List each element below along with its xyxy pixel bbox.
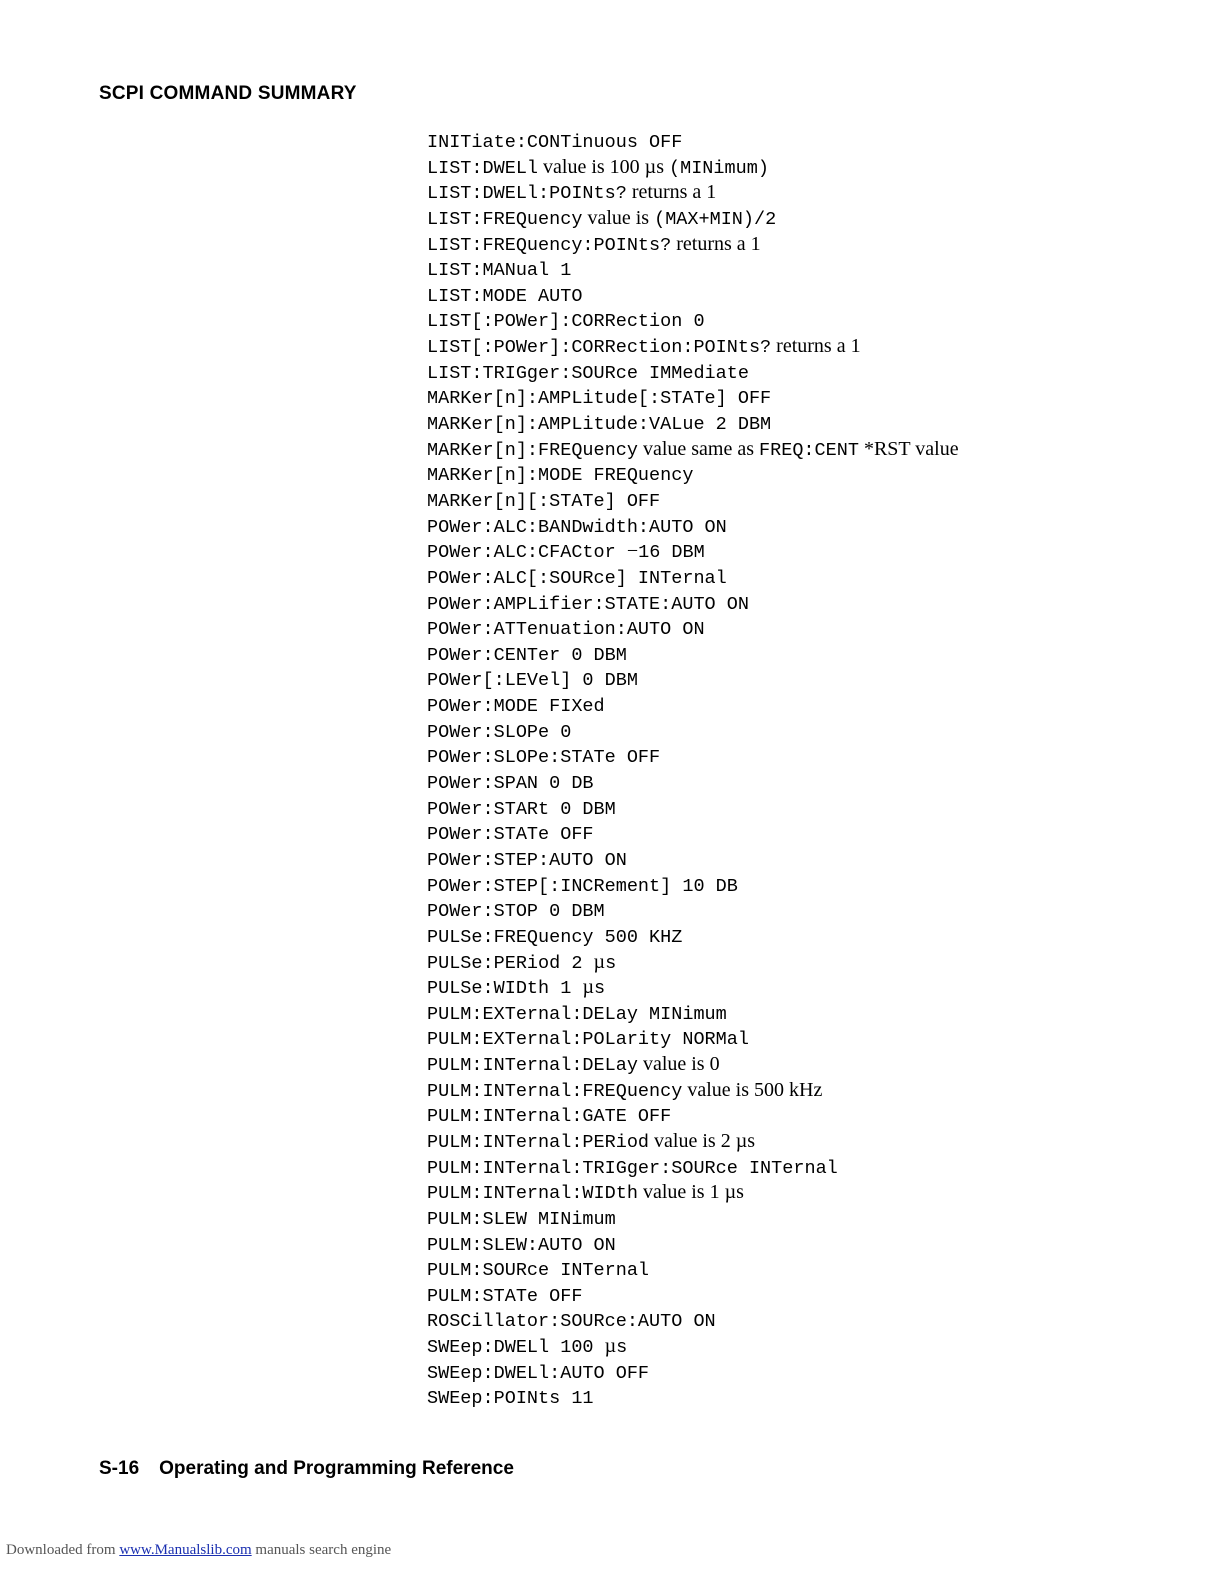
command-line <box>427 565 959 591</box>
command-line <box>427 180 959 206</box>
command-text: PULM:INTernal:WIDth <box>427 1183 638 1205</box>
command-text: POWer:MODE FIXed <box>427 696 605 718</box>
command-text: POWer:STEP[:INCRement] 10 DB <box>427 875 738 897</box>
command-text: LIST:FREQuency:POINts? <box>427 234 672 256</box>
command-text: POWer:ALC:BANDwidth:AUTO ON <box>427 516 727 538</box>
command-line <box>427 821 959 847</box>
command-note: value is 0 <box>637 1053 720 1076</box>
command-text: LIST:TRIGger:SOURce IMMediate <box>427 362 749 384</box>
command-text: MARKer[n]:MODE FREQuency <box>427 465 694 487</box>
command-line <box>427 1155 959 1181</box>
command-line <box>427 1232 959 1258</box>
command-line <box>427 642 959 668</box>
command-text: SWEep:DWELl:AUTO OFF <box>427 1362 650 1384</box>
command-text: POWer:AMPLifier:STATE:AUTO ON <box>427 593 749 615</box>
command-text: LIST:FREQuency <box>427 208 583 230</box>
command-line <box>427 873 959 899</box>
command-line <box>427 206 959 232</box>
command-text: PULM:INTernal:TRIGger:SOURce INTernal <box>427 1157 838 1179</box>
command-line <box>427 411 959 437</box>
command-note: value is <box>582 206 655 229</box>
command-text: s <box>593 978 606 1000</box>
command-line <box>427 232 959 258</box>
command-text: LIST:DWELl:POINts? <box>427 183 627 205</box>
command-text: PULM:EXTernal:DELay MINimum <box>427 1003 727 1025</box>
command-text: FREQ:CENT <box>759 439 859 461</box>
command-line <box>427 591 959 617</box>
command-note: µ <box>582 976 594 999</box>
command-line <box>427 796 959 822</box>
command-text: PULM:STATe OFF <box>427 1285 583 1307</box>
command-text: PULM:SLEW:AUTO ON <box>427 1234 616 1256</box>
command-text: (MAX+MIN)/2 <box>654 208 777 230</box>
command-line <box>427 360 959 386</box>
command-line <box>427 1385 959 1411</box>
command-line <box>427 539 959 565</box>
command-text: LIST:MODE AUTO <box>427 285 583 307</box>
command-note: *RST value <box>858 437 959 460</box>
command-text: PULSe:FREQuency 500 KHZ <box>427 926 683 948</box>
command-text: POWer:STOP 0 DBM <box>427 901 605 923</box>
command-note: value is 1 µs <box>637 1181 744 1204</box>
command-note: returns a 1 <box>771 335 861 358</box>
command-line <box>427 770 959 796</box>
command-text: LIST:DWELl <box>427 157 539 179</box>
download-suffix: manuals search engine <box>251 1542 392 1558</box>
command-text: PULM:INTernal:PERiod <box>427 1131 650 1153</box>
command-line <box>427 1360 959 1386</box>
command-line <box>427 1180 959 1206</box>
command-note: value is 100 µs <box>538 155 669 178</box>
command-line <box>427 283 959 309</box>
section-title: Operating and Programming Reference <box>159 1458 514 1479</box>
command-line <box>427 975 959 1001</box>
command-note: value is 2 µs <box>649 1129 756 1152</box>
download-note <box>6 1542 391 1559</box>
command-line <box>427 898 959 924</box>
command-text: 16 DBM <box>638 542 705 564</box>
command-line <box>427 488 959 514</box>
command-text: PULM:SOURce INTernal <box>427 1260 650 1282</box>
command-text: POWer:ATTenuation:AUTO ON <box>427 619 705 641</box>
page-footer <box>99 1458 514 1480</box>
command-line <box>427 155 959 181</box>
command-text: SWEep:DWELl 100 <box>427 1337 605 1359</box>
command-line <box>427 924 959 950</box>
command-text: LIST[:POWer]:CORRection 0 <box>427 311 705 333</box>
command-note: µ <box>593 950 606 973</box>
command-line <box>427 1257 959 1283</box>
download-prefix: Downloaded from <box>6 1542 120 1558</box>
command-text: PULSe:WIDth 1 <box>427 978 583 1000</box>
command-text: PULM:INTernal:DELay <box>427 1055 638 1077</box>
command-text: POWer:SLOPe:STATe OFF <box>427 747 661 769</box>
command-text: POWer:SLOPe 0 <box>427 721 572 743</box>
command-line <box>427 514 959 540</box>
manualslib-link[interactable]: www.Manualslib.com <box>119 1542 252 1558</box>
command-line <box>427 1103 959 1129</box>
command-line <box>427 667 959 693</box>
command-line <box>427 257 959 283</box>
command-line <box>427 1026 959 1052</box>
command-text: POWer:STATe OFF <box>427 824 594 846</box>
command-text: PULM:INTernal:FREQuency <box>427 1080 683 1102</box>
command-text: POWer:SPAN 0 DB <box>427 773 594 795</box>
command-line <box>427 1283 959 1309</box>
command-text: PULM:SLEW MINimum <box>427 1208 616 1230</box>
command-line <box>427 719 959 745</box>
command-text: POWer:STARt 0 DBM <box>427 798 616 820</box>
command-line <box>427 744 959 770</box>
command-text: PULSe:PERiod 2 <box>427 952 594 974</box>
command-text: MARKer[n]:AMPLitude[:STATe] OFF <box>427 388 772 410</box>
command-list <box>427 129 959 1411</box>
command-note: returns a 1 <box>671 232 761 255</box>
command-text: LIST:MANual 1 <box>427 260 572 282</box>
command-line <box>427 616 959 642</box>
command-line <box>427 847 959 873</box>
command-line <box>427 1001 959 1027</box>
command-line <box>427 1308 959 1334</box>
command-text: ROSCillator:SOURce:AUTO ON <box>427 1311 716 1333</box>
command-text: POWer:ALC:CFACtor <box>427 542 627 564</box>
command-note: returns a 1 <box>626 181 717 204</box>
command-text: PULM:INTernal:GATE OFF <box>427 1106 672 1128</box>
command-text: MARKer[n]:FREQuency <box>427 439 638 461</box>
command-line <box>427 129 959 155</box>
command-text: POWer:STEP:AUTO ON <box>427 849 627 871</box>
command-line <box>427 1052 959 1078</box>
command-line <box>427 950 959 976</box>
command-line <box>427 308 959 334</box>
command-text: s <box>616 1337 628 1359</box>
command-text: (MINimum) <box>669 157 769 179</box>
page-number: S-16 <box>99 1458 140 1479</box>
command-line <box>427 1206 959 1232</box>
command-text: PULM:EXTernal:POLarity NORMal <box>427 1029 749 1051</box>
command-text: SWEep:POINts 11 <box>427 1388 594 1410</box>
command-note: µ <box>604 1335 617 1358</box>
command-line <box>427 385 959 411</box>
command-note: value same as <box>637 437 760 460</box>
command-line <box>427 462 959 488</box>
page-header: SCPI COMMAND SUMMARY <box>99 83 357 104</box>
command-line <box>427 693 959 719</box>
command-text: MARKer[n]:AMPLitude:VALue 2 DBM <box>427 414 772 436</box>
command-text: POWer:ALC[:SOURce] INTernal <box>427 567 727 589</box>
command-text: s <box>605 952 617 974</box>
command-line <box>427 334 959 360</box>
command-line <box>427 1334 959 1360</box>
command-text: MARKer[n][:STATe] OFF <box>427 490 661 512</box>
command-line <box>427 437 959 463</box>
command-text: POWer[:LEVel] 0 DBM <box>427 670 638 692</box>
command-text: POWer:CENTer 0 DBM <box>427 644 627 666</box>
command-note: value is 500 kHz <box>682 1078 823 1101</box>
command-line <box>427 1129 959 1155</box>
command-line <box>427 1078 959 1104</box>
command-text: LIST[:POWer]:CORRection:POINts? <box>427 337 772 359</box>
command-text: INITiate:CONTinuous OFF <box>427 132 683 153</box>
command-note: − <box>626 540 639 563</box>
